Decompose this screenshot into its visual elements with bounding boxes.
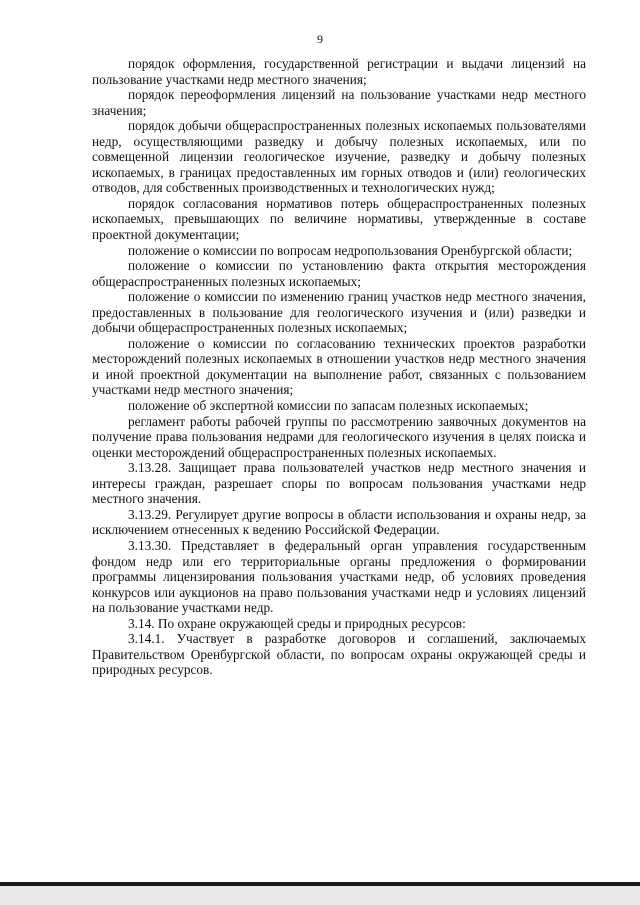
document-body: [92, 56, 586, 678]
paragraph: порядок согласования нормативов потерь общераспространенных полезных ископаемых, превышающих по величине нормативы, утвержденные в составе проектной документации;: [92, 195, 586, 243]
paragraph: положение о комиссии по установлению факта открытия месторождения общераспространенных полезных ископаемых;: [92, 258, 586, 289]
paragraph: 3.13.30. Представляет в федеральный орган управления государственным фондом недр или его территориальные органы предложения о формировании программы лицензирования пользования участками недр, об условиях проведения конкурсов или аукционов на право пользования участками недр и условиях лицензий на пользование участками недр.: [92, 537, 586, 616]
page-number: 9: [317, 32, 323, 46]
paragraph: положение о комиссии по изменению границ участков недр местного значения, предоставленных в пользование для геологического изучения и (или) разведки и добычи общераспространенных полезных ископаемых;: [92, 289, 586, 336]
paragraph: 3.14. По охране окружающей среды и природных ресурсов:: [128, 615, 466, 631]
paragraph: 3.13.28. Защищает права пользователей участков недр местного значения и интересы граждан, разрешает споры по вопросам пользования участками недр местного значения.: [92, 460, 586, 507]
paragraph: 3.13.29. Регулирует другие вопросы в области использования и охраны недр, за исключением отнесенных к ведению Российской Федерации.: [92, 506, 586, 538]
paragraph: регламент работы рабочей группы по рассмотрению заявочных документов на получение права пользования недрами для геологического изучения в целях поиска и оценки месторождений общераспространенных полезных ископаемых.: [92, 413, 586, 460]
paragraph: порядок добычи общераспространенных полезных ископаемых пользователями недр, осуществляющими разведку и добычу полезных ископаемых, или по совмещенной лицензии геологическое изучение, разведку и добычу полезных ископаемых, в границах предоставленных им горных отводов и (или) геологических отводов, для собственных производственных и технологических нужд;: [92, 118, 586, 196]
paragraph: положение об экспертной комиссии по запасам полезных ископаемых;: [128, 398, 529, 414]
paragraph: положение о комиссии по вопросам недропользования Оренбургской области;: [128, 242, 573, 258]
paragraph: 3.14.1. Участвует в разработке договоров и соглашений, заключаемых Правительством Оренбургской области, по вопросам охраны окружающей среды и природных ресурсов.: [92, 631, 586, 678]
paragraph: порядок переоформления лицензий на пользование участками недр местного значения;: [92, 87, 586, 118]
bottom-scan-shade: [0, 886, 640, 905]
paragraph: порядок оформления, государственной регистрации и выдачи лицензий на пользование участками недр местного значения;: [92, 56, 586, 87]
paragraph: положение о комиссии по согласованию технических проектов разработки месторождений полезных ископаемых в отношении участков недр местного значения и иной проектной документации на выполнение работ, связанных с пользованием участками недр местного значения;: [92, 335, 586, 398]
